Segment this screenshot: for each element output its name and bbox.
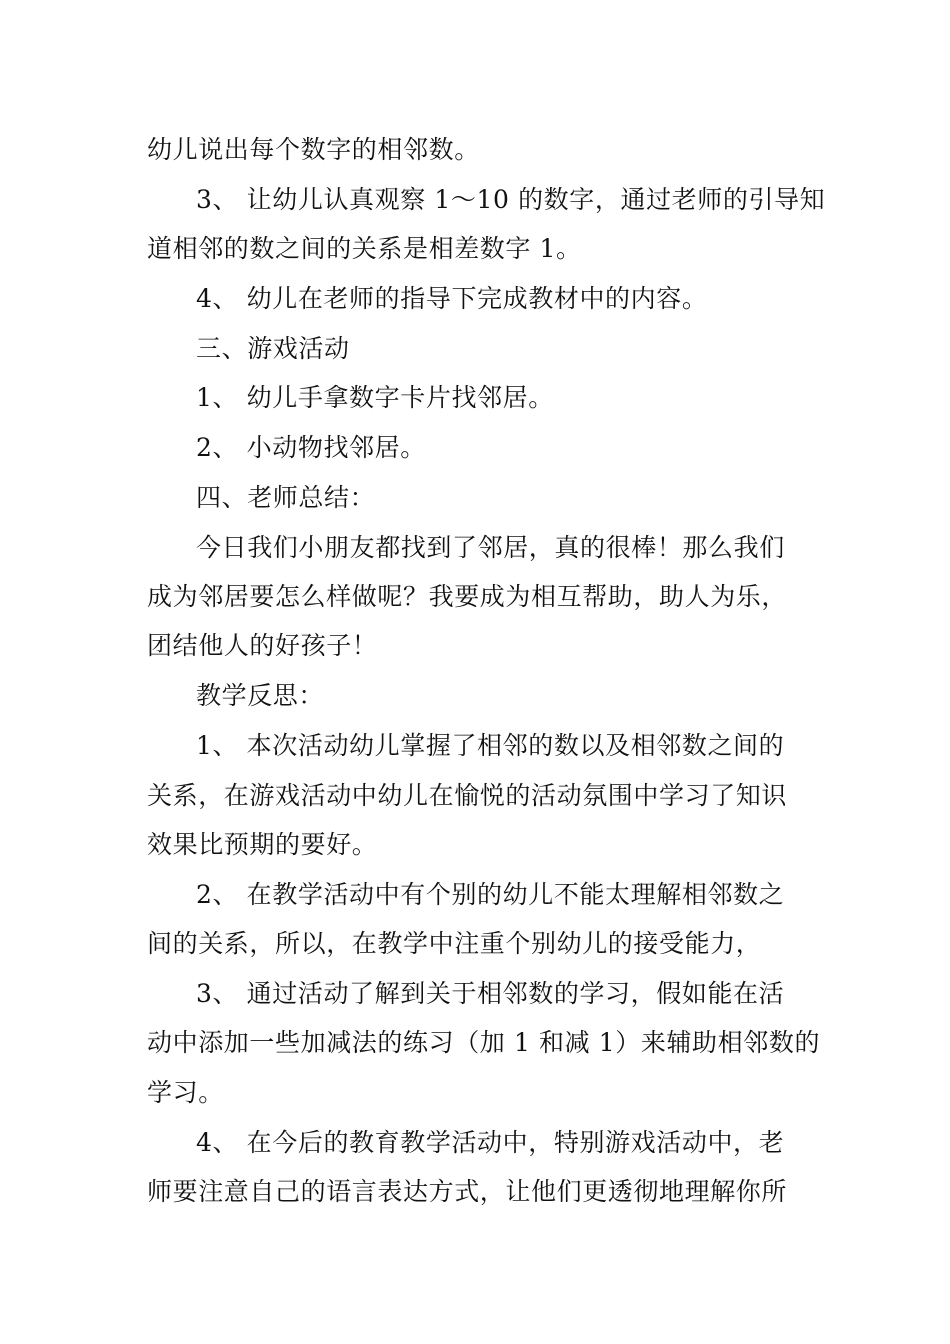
text-line: 团结他人的好孩子！ — [147, 631, 378, 660]
text-line: 动中添加一些加减法的练习（加 1 和减 1）来辅助相邻数的 — [147, 1028, 821, 1057]
text-line: 3、 让幼儿认真观察 1～10 的数字，通过老师的引导知 — [196, 185, 826, 214]
section-heading: 四、老师总结： — [196, 483, 376, 512]
section-heading: 三、游戏活动 — [196, 334, 350, 363]
text-line: 2、 在教学活动中有个别的幼儿不能太理解相邻数之 — [196, 880, 785, 909]
text-line: 今日我们小朋友都找到了邻居，真的很棒！那么我们 — [196, 533, 785, 562]
text-line: 师要注意自己的语言表达方式，让他们更透彻地理解你所 — [147, 1177, 788, 1206]
text-line: 关系，在游戏活动中幼儿在愉悦的活动氛围中学习了知识 — [147, 781, 788, 810]
text-line: 1、 幼儿手拿数字卡片找邻居。 — [196, 383, 554, 412]
text-line: 4、 在今后的教育教学活动中，特别游戏活动中，老 — [196, 1128, 785, 1157]
text-line: 4、 幼儿在老师的指导下完成教材中的内容。 — [196, 284, 708, 313]
text-line: 成为邻居要怎么样做呢？我要成为相互帮助，助人为乐， — [147, 582, 788, 611]
section-heading: 教学反思： — [196, 681, 325, 710]
text-line: 道相邻的数之间的关系是相差数字 1。 — [147, 234, 582, 263]
text-line: 效果比预期的要好。 — [147, 830, 378, 859]
text-line: 2、 小动物找邻居。 — [196, 433, 426, 462]
text-line: 1、 本次活动幼儿掌握了相邻的数以及相邻数之间的 — [196, 731, 785, 760]
text-line: 3、 通过活动了解到关于相邻数的学习，假如能在活 — [196, 979, 785, 1008]
text-line: 学习。 — [147, 1078, 224, 1107]
text-line: 间的关系，所以，在教学中注重个别幼儿的接受能力， — [147, 929, 762, 958]
text-line: 幼儿说出每个数字的相邻数。 — [147, 135, 480, 164]
